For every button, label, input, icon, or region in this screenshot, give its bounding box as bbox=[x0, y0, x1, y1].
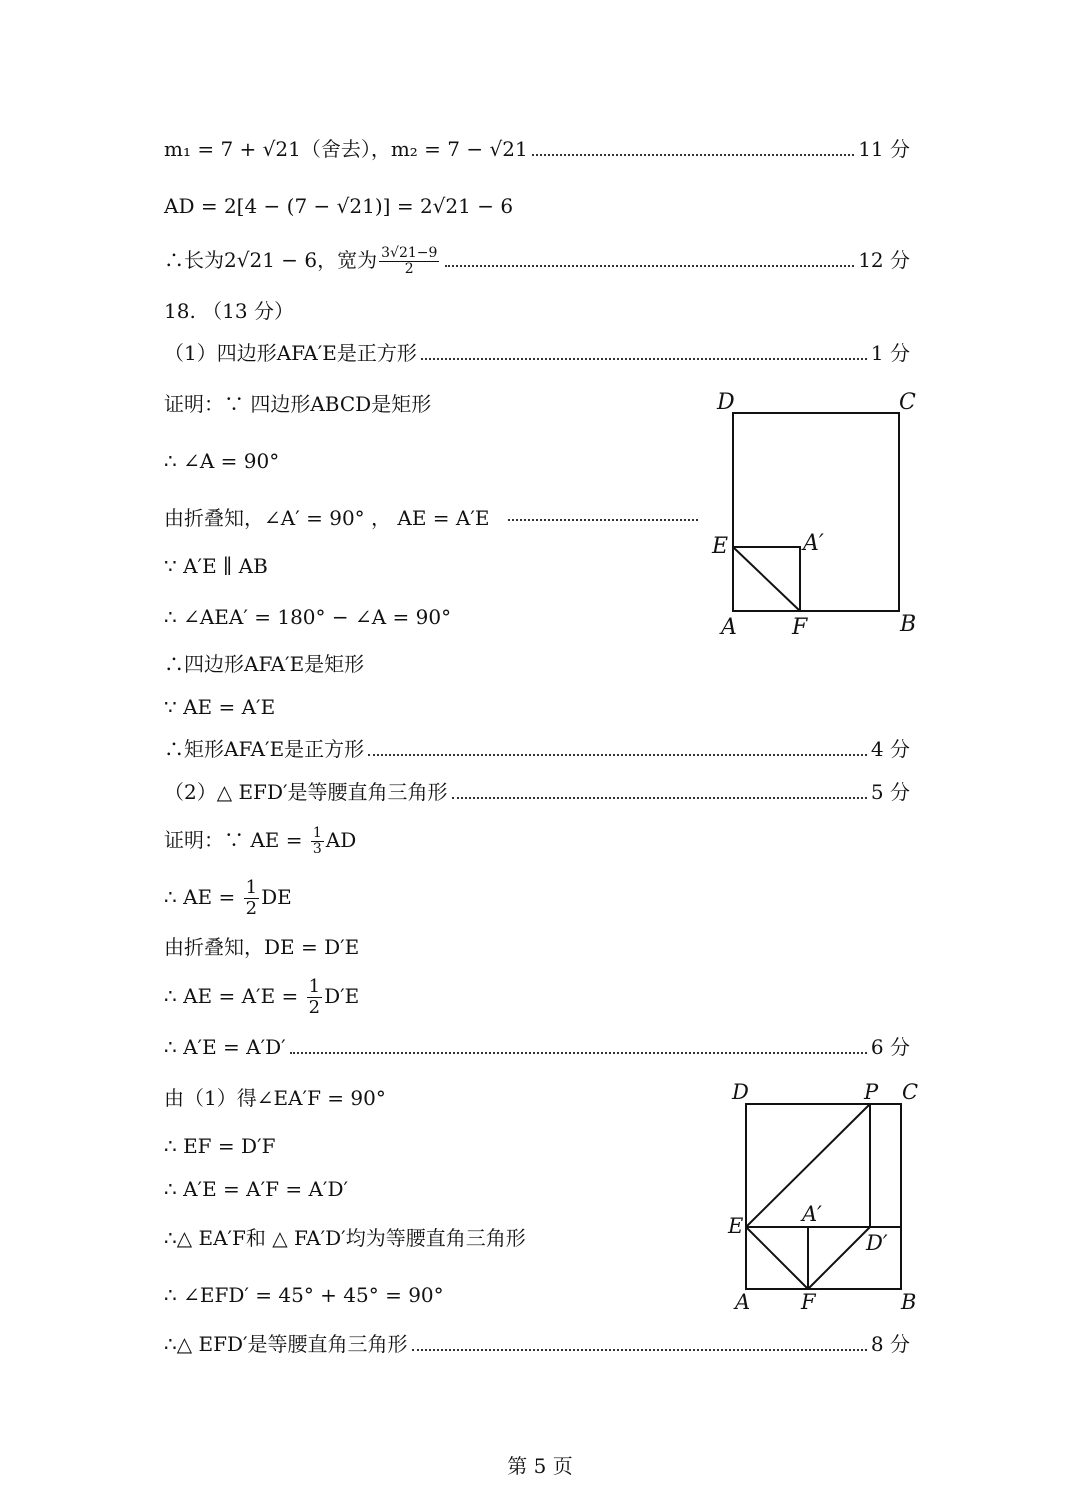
part2-step4-suffix: D′E bbox=[324, 984, 360, 1008]
label-c: C bbox=[902, 1080, 919, 1104]
part2-step1-prefix: 证明：∵ AE = bbox=[164, 828, 309, 852]
score-4: 4 分 bbox=[870, 737, 910, 761]
label-e: E bbox=[712, 534, 729, 559]
one-third-fraction bbox=[311, 826, 324, 857]
m-values-text: m₁ = 7 + √21（舍去），m₂ = 7 − √21 bbox=[164, 137, 528, 161]
label-a-prime: A′ bbox=[802, 1202, 822, 1226]
label-a: A bbox=[735, 1290, 751, 1314]
dot-leader bbox=[368, 753, 867, 756]
answer-line-m bbox=[164, 136, 910, 162]
label-a: A bbox=[721, 615, 737, 640]
label-f: F bbox=[792, 615, 808, 640]
fraction-numerator: 1 bbox=[308, 976, 321, 997]
question-18-header: 18. （13 分） bbox=[164, 299, 294, 323]
label-d-prime: D′ bbox=[866, 1231, 888, 1255]
rectangle-abcd bbox=[733, 413, 899, 611]
part2-step10: ∴ ∠EFD′ = 45° + 45° = 90° bbox=[164, 1283, 444, 1307]
part1-step4: ∵ A′E ∥ AB bbox=[164, 554, 268, 578]
score-11: 11 分 bbox=[858, 137, 910, 161]
part2-step4-prefix: ∴ AE = A′E = bbox=[164, 984, 305, 1008]
one-half-fraction bbox=[307, 977, 322, 1018]
label-d: D bbox=[732, 1080, 749, 1104]
label-b: B bbox=[900, 612, 917, 637]
dot-leader bbox=[445, 264, 854, 267]
fold-line-ef bbox=[733, 547, 800, 611]
part1-step1: 证明：∵ 四边形ABCD是矩形 bbox=[164, 392, 432, 416]
dot-leader bbox=[290, 1051, 867, 1054]
dot-leader bbox=[452, 796, 867, 799]
part1-conclusion-line bbox=[164, 736, 910, 762]
figure-rectangle-fold-1 bbox=[700, 385, 930, 645]
part2-step3: 由折叠知，DE = D′E bbox=[164, 935, 360, 959]
part2-step8: ∴ A′E = A′F = A′D′ bbox=[164, 1177, 349, 1201]
label-a-prime: A′ bbox=[803, 531, 824, 556]
part2-step2 bbox=[164, 878, 292, 919]
part1-step2: ∴ ∠A = 90° bbox=[164, 449, 280, 473]
label-e: E bbox=[728, 1214, 744, 1238]
one-half-fraction bbox=[244, 878, 259, 919]
dot-leader bbox=[421, 357, 867, 360]
fraction-denominator: 2 bbox=[308, 997, 321, 1018]
part2-step5-line bbox=[164, 1034, 910, 1060]
fraction-denominator: 2 bbox=[404, 261, 414, 277]
part1-step5: ∴ ∠AEA′ = 180° − ∠A = 90° bbox=[164, 605, 452, 629]
fraction-numerator: 1 bbox=[245, 877, 258, 898]
dot-leader bbox=[532, 153, 854, 156]
part2-step7: ∴ EF = D′F bbox=[164, 1134, 276, 1158]
score-12: 12 分 bbox=[858, 248, 910, 272]
part1-step7: ∵ AE = A′E bbox=[164, 695, 276, 719]
part2-step2-prefix: ∴ AE = bbox=[164, 885, 242, 909]
fraction-numerator: 3√21−9 bbox=[381, 245, 438, 261]
answer-line-dimensions bbox=[164, 246, 910, 277]
segment-ef bbox=[746, 1227, 808, 1289]
part1-claim: （1）四边形AFA′E是正方形 bbox=[164, 341, 417, 365]
part1-step3 bbox=[164, 505, 698, 531]
part2-claim-line bbox=[164, 779, 910, 805]
part1-step6: ∴四边形AFA′E是矩形 bbox=[164, 652, 365, 676]
part1-claim-line bbox=[164, 340, 910, 366]
page-number: 第 5 页 bbox=[507, 1454, 573, 1478]
label-c: C bbox=[899, 390, 916, 415]
part2-step2-suffix: DE bbox=[261, 885, 292, 909]
score-8: 8 分 bbox=[870, 1332, 910, 1356]
dimensions-prefix: ∴长为2√21 − 6，宽为 bbox=[164, 248, 378, 272]
part1-step3-text: 由折叠知，∠A′ = 90° ， AE = A′E bbox=[164, 506, 490, 530]
label-b: B bbox=[901, 1290, 917, 1314]
ad-formula: AD = 2[4 − (7 − √21)] = 2√21 − 6 bbox=[164, 194, 514, 218]
score-1: 1 分 bbox=[870, 341, 910, 365]
part2-step5: ∴ A′E = A′D′ bbox=[164, 1035, 286, 1059]
part2-claim: （2）△ EFD′是等腰直角三角形 bbox=[164, 780, 448, 804]
part2-conclusion: ∴△ EFD′是等腰直角三角形 bbox=[164, 1332, 408, 1356]
part2-step6: 由（1）得∠EA′F = 90° bbox=[164, 1086, 386, 1110]
part1-conclusion: ∴矩形AFA′E是正方形 bbox=[164, 737, 365, 761]
label-d: D bbox=[717, 390, 735, 415]
fraction-denominator: 2 bbox=[245, 898, 258, 919]
label-p: P bbox=[864, 1080, 879, 1104]
dimensions-text bbox=[164, 246, 441, 277]
score-5: 5 分 bbox=[870, 780, 910, 804]
fraction-numerator: 1 bbox=[312, 825, 322, 841]
segment-f-d-prime bbox=[808, 1227, 870, 1289]
label-f: F bbox=[801, 1290, 816, 1314]
rectangle-abcd bbox=[746, 1104, 901, 1289]
part2-step4 bbox=[164, 977, 359, 1018]
figure-rectangle-fold-2 bbox=[720, 1075, 930, 1325]
dot-leader bbox=[508, 518, 698, 521]
part2-step1-suffix: AD bbox=[325, 828, 357, 852]
score-6: 6 分 bbox=[870, 1035, 910, 1059]
part2-step1 bbox=[164, 826, 356, 857]
part2-conclusion-line bbox=[164, 1331, 910, 1357]
dot-leader bbox=[412, 1348, 867, 1351]
fraction-denominator: 3 bbox=[312, 841, 322, 857]
width-fraction bbox=[379, 246, 439, 277]
part2-step9: ∴△ EA′F和 △ FA′D′均为等腰直角三角形 bbox=[164, 1226, 526, 1250]
